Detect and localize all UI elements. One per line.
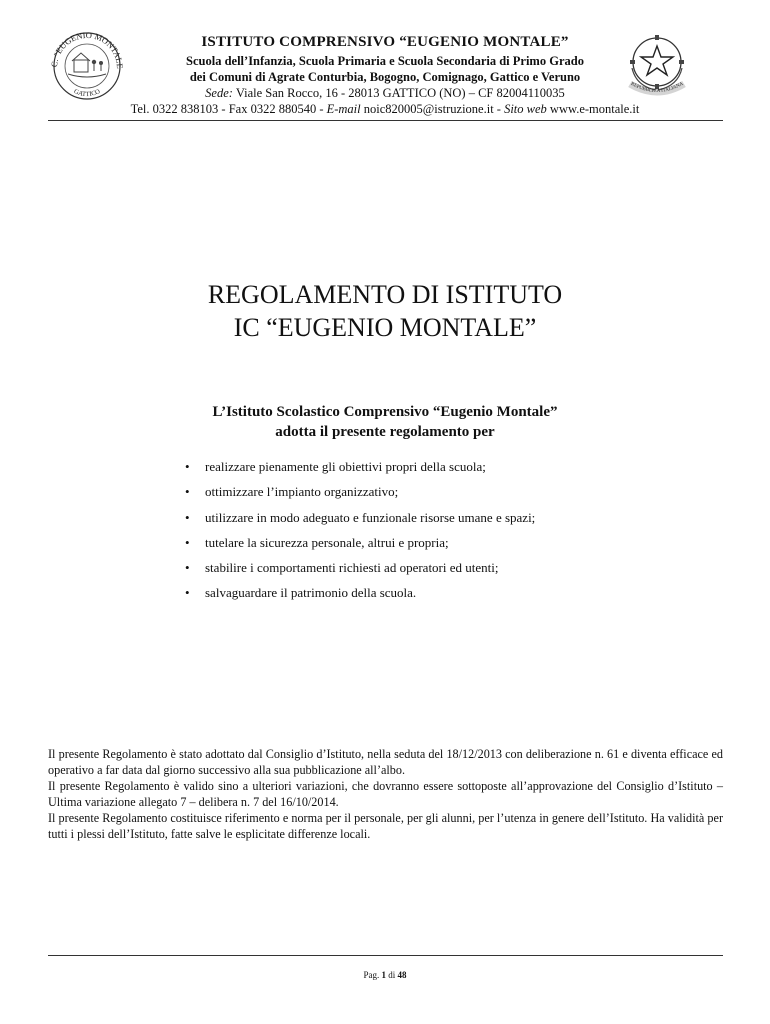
email-address: noic820005@istruzione.it - xyxy=(360,102,505,116)
purpose-item: • tutelare la sicurezza personale, altrui e propria; xyxy=(185,534,665,559)
purpose-item: • realizzare pienamente gli obiettivi propri della scuola; xyxy=(185,458,665,483)
phone-fax: Tel. 0322 838103 - Fax 0322 880540 - xyxy=(130,102,327,116)
intro-statement xyxy=(0,402,770,442)
emblem-star xyxy=(641,46,673,75)
school-subtitle-levels: Scuola dell’Infanzia, Scuola Primaria e Scuola Secondaria di Primo Grado xyxy=(186,54,584,68)
document-title-line-2: IC “EUGENIO MONTALE” xyxy=(233,313,537,342)
emblem-ribbon-text: REPUBBLICA ITALIANA xyxy=(629,81,685,95)
page-number xyxy=(0,970,770,980)
address-text: Viale San Rocco, 16 - 28013 GATTICO (NO) – CF 82004110035 xyxy=(232,86,565,100)
address-label: Sede: xyxy=(205,86,233,100)
email-label: E-mail xyxy=(326,102,361,116)
purpose-item: • utilizzare in modo adeguato e funzionale risorse umane e spazi; xyxy=(185,509,665,534)
school-name: ISTITUTO COMPRENSIVO “EUGENIO MONTALE” xyxy=(201,34,569,50)
logo-ring-bottom-text: GATTICO xyxy=(72,88,102,99)
website-address: www.e-montale.it xyxy=(546,102,640,116)
website-label: Sito web xyxy=(504,102,547,116)
document-title xyxy=(0,278,770,344)
purpose-item: • stabilire i comportamenti richiesti ad operatori ed utenti; xyxy=(185,559,665,584)
intro-line-2: adotta il presente regolamento per xyxy=(275,424,495,440)
validity-notes xyxy=(48,746,723,842)
header-divider xyxy=(48,120,723,121)
intro-line-1: L’Istituto Scolastico Comprensivo “Eugenio Montale” xyxy=(212,404,558,420)
purpose-item: • ottimizzare l’impianto organizzativo; xyxy=(185,483,665,508)
footer-divider xyxy=(48,955,723,956)
note-validity: Il presente Regolamento è valido sino a ulteriori variazioni, che dovranno essere sottoposte all’approvazione del Consiglio d’Istituto – Ultima variazione allegato 7 – delibera n. 7 del 16/10/2014. xyxy=(48,779,723,809)
page-prefix: Pag. xyxy=(363,970,382,980)
republic-emblem xyxy=(618,28,696,102)
total-pages: 48 xyxy=(397,970,407,980)
note-adoption: Il presente Regolamento è stato adottato dal Consiglio d’Istituto, nella seduta del 18/12/2013 con deliberazione n. 61 e diventa efficace ed operativo a far data dal giorno successivo alla sua pubblicazione all’albo. xyxy=(48,747,723,777)
page-separator: di xyxy=(385,970,398,980)
purpose-list xyxy=(185,458,665,610)
document-title-line-1: REGOLAMENTO DI ISTITUTO xyxy=(207,280,563,309)
current-page: 1 xyxy=(381,970,386,980)
purpose-item: • salvaguardare il patrimonio della scuola. xyxy=(185,584,665,609)
logo-ring-top-text: C. "EUGENIO MONTALE xyxy=(48,29,126,69)
school-contacts xyxy=(0,102,770,117)
note-scope: Il presente Regolamento costituisce riferimento e norma per il personale, per gli alunni, per l’utenza in genere dell’Istituto. Ha validità per tutti i plessi dell’Istituto, fatte salve le esplicitate differenze locali. xyxy=(48,811,723,841)
school-subtitle-municipalities: dei Comuni di Agrate Conturbia, Bogogno, Comignago, Gattico e Veruno xyxy=(189,70,581,84)
